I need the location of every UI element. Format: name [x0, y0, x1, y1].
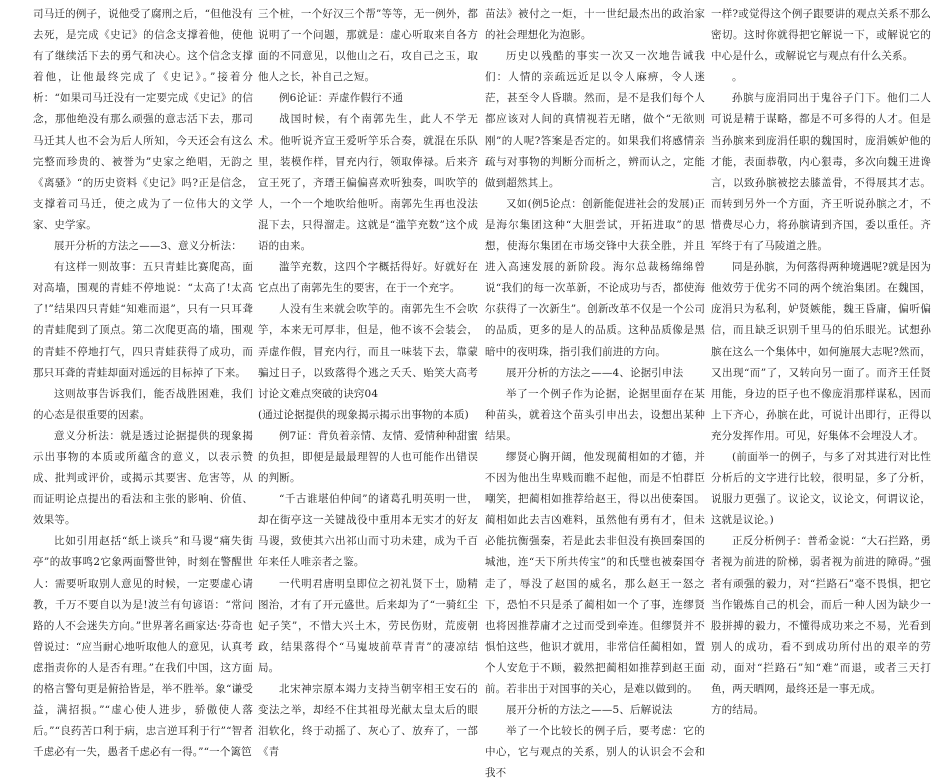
section-heading: 展开分析的方法之——4、论据引申法 — [506, 366, 684, 379]
paragraph: 战国时候，有个南郭先生，此人不学无术。他听说齐宣王爱听竽乐合奏，就混在乐队里，装模作样，冒充内行，领取俸禄。后来齐宣王死了，齐瑨王偏偏喜欢听独奏，叫吹竽的人，一个一个地吹给他听。南郭先生再也没法混下去，只得溜走。这就是“滥竽充数”这个成语的由来。 — [258, 113, 478, 253]
paragraph: 例7证：背负着亲情、友情、爱情种种甜蜜的负担，即便是最最理智的人也可能作出错误的判断。 — [258, 429, 478, 485]
section-heading: 展开分析的方法之——3、意义分析法： — [54, 240, 242, 253]
paragraph: “千古谁堪伯仲间”的诸葛孔明英明一世，却在街亭这一关键战役中重用本无实才的好友马谡，致使其六出祁山而寸功未建，成为千百年来任人唯亲者之鉴。 — [258, 493, 478, 569]
paragraph: (前面举一的例子，与多了对其进行对比性分析后的文字进行比较，很明显，多了分析，说服力更强了。议论文，议论文，何谓议论，这就是议论。) — [711, 450, 931, 527]
paragraph: 有这样一则故事：五只青蛙比赛爬高，面对高墙，围观的青蛙不停地说：“太高了!太高了!”结果四只青蛙“知难而退”，只有一只耳聋的青蛙爬到了顶点。第二次爬更高的墙，围观的青蛙不停地打气，四只青蛙获得了成功，而那只耳聋的青蛙却面对遥远的目标掉了下来。 — [33, 261, 253, 379]
paragraph: 又如(例5论点：创新能促进社会的发展)正是海尔集团这种“大胆尝试，开拓进取”的思想，使海尔集团在市场交锋中大获全胜，并且进入高速发展的新阶段。海尔总裁杨绵绵曾说“我们的每一次革新，不论成功与否，都使海尔获得了一次新生”。创新改革不仅是一个公司的品质，更多的是人的品质。这种品质像是黑暗中的夜明珠，指引我们前进的方向。 — [485, 197, 705, 358]
paragraph: 意义分析法：就是透过论据提供的现象揭示出事物的本质或所蕴含的意义，以表示赞成、批判或评价，或揭示其要害、危害等，从而证明论点提出的看法和主张的影响、价值、效果等。 — [33, 429, 253, 527]
paragraph: 。 — [732, 71, 743, 84]
paragraph: 一代明君唐明皇即位之初礼贤下士，励精图治，才有了开元盛世。后来却为了“一骑红尘妃子笑”，不惜大兴土木，劳民伤财，荒废朝政，结果落得个“马嵬坡前草青青”的凄凉结局。 — [258, 577, 478, 674]
paragraph: 同是孙膑，为何落得两种境遇呢?就是因为他效劳于优劣不同的两个统治集团。在魏国，庞涓只为私利，妒贤嫉能，魏王昏庸，偏听偏信，而且缺乏识别千里马的伯乐眼光。试想孙膑在这么一个集体中，如何施展大志呢?然而，又出现“而”了，又转向另一面了。而齐王任贤用能，身边的臣子也不像庞涓那样谋私，因而上下齐心，孙膑在此，可说计出即行，正得以充分发挥作用。可见，好集体不会埋没人才。 — [711, 261, 931, 442]
paragraph: 正反分析例子：普希金说：“大石拦路，勇者视为前进的阶梯，弱者视为前进的障碍。”强者有顽强的毅力，对“拦路石”毫不畏惧，把它当作锻炼自己的机会，而后一种人因为缺少一股拼搏的毅力，不懂得成功来之不易，光看到别人的成功，看不到成功所付出的艰辛的劳动，面对“拦路石”知“难”而退，或者三天打鱼，两天晒网，最终还是一事无成。 — [711, 535, 931, 695]
paragraph: 举了一个例子作为论据，论据里面存在某种苗头，就着这个苗头引申出去，设想出某种结果。 — [485, 387, 705, 442]
text-column-2 — [258, 4, 478, 759]
paragraph: 苗法》被付之一炬，十一世纪最杰出的政治家的社会理想化为泡影。 — [485, 8, 705, 42]
paragraph: 人没有生来就会吹竽的。南郭先生不会吹竽，本来无可厚非，但是，他不该不会装会，弄虚作假，冒充内行，而且一味装下去，靠蒙骗过日子，以致落得个逃之夭夭、贻笑大高考讨论文难点突破的诀窍04 — [258, 303, 478, 400]
paragraph: 司马迁的例子，说他受了腐刑之后，“但他没有去死，是完成《史记》的信念支撑着他，使他有了继续活下去的勇气和决心。这个信念支撑着他，让他最终完成了《史记》。”接着分析：“如果司马迁没有一定要完成《史记》的信念，那他绝没有那么顽强的意志活下去，那司马迁其人也不会为后人所知，今天还会有这么完整而珍贵的、被誉为”史家之绝唱，无韵之《离骚》“的历史资料《史记》吗?正是信念，支撑着司马迁，使之成为了一位伟大的文学家、史学家。 — [33, 8, 253, 231]
paragraph: 历史以残酷的事实一次又一次地告诫我们：人情的亲疏远近足以令人麻痹，令人迷茫，甚至令人昏聩。然而，是不是我们每个人都应该对人间的真情视若无睹，做个“无欲则刚”的人呢?答案是否定的。如果我们将感情亲疏与对事物的判断分而析之，辨而认之，定能做到超然其上。 — [485, 50, 705, 189]
paragraph: 方的结局。 — [711, 704, 765, 717]
paragraph: 比如引用赵括“纸上谈兵”和马谡“痛失街亭”的故事鸣2它象两面警世钟，时刻在警醒世人：需要听取别人意见的时候，一定要虚心请教，千万不要自以为是!波兰有句谚语：“常问路的人不会迷失方向。”世界著名画家达·芬奇也曾说过：“应当耐心地听取他人的意见，认真考虑指责你的人是否有理。”在我们中国，这方面的格言警句更是俯拾皆是，举不胜举。象“谦受益，满招损。”“虚心使人进步，骄傲使人落后。”“良药苦口利于病，忠言逆耳利于行”“智者千虑必有一失，愚者千虑必有一得。”“一个篱笆 — [33, 535, 253, 759]
paragraph: 一样?或觉得这个例子跟要讲的观点关系不那么密切。这时你就得把它解说一下，或解说它的中心是什么，或解说它与观点有什么关系。 — [711, 8, 931, 63]
paragraph: 这则故事告诉我们，能否战胜困难，我们的心态是很重要的因素。 — [33, 387, 253, 421]
paragraph: 孙膑与庞涓同出于鬼谷子门下。他们二人可说是精于谋略，都是不可多得的人才。但是当孙膑来到庞涓任职的魏国时，庞涓嫉妒他的才能，表面恭敬，内心狠毒，多次向魏王进谗言，以致孙膑被挖去膝盖骨，不得展其才志。而转到另外一个方面，齐王听说孙膑之才，不惜费尽心力，将孙膑请到齐国，委以重任。齐军终于有了马陵道之胜。 — [711, 92, 931, 253]
text-column-3 — [485, 4, 705, 780]
example-heading: 例6论证：弄虚作假行不通 — [279, 92, 403, 105]
paragraph: (通过论据提供的现象揭示揭示出事物的本质) — [258, 408, 469, 421]
paragraph: 北宋神宗原本竭力支持当朝宰相王安石的变法之举，却经不住其祖母光献太皇太后的眼泪软化，终于动摇了、灰心了、放弃了，一部《青 — [258, 683, 478, 759]
paragraph: 缪贤心胸开阔，他发现蔺相如的才德，并不因为他出生卑贱而瞧不起他，而是不怕群臣嘲笑，把蔺相如推荐给赵王，得以出使秦国。蔺相如此去吉凶难料，虽然他有勇有才，但未必能抗衡强秦，若是此去非但没有换回秦国的城池，连“天下所共传宝”的和氏璧也被秦国夺走了，辱没了赵国的威名，那么赵王一怒之下，恐怕不只是杀了蔺相如一个了事，连缪贤也将因推荐庸才之过而受到牵连。但缪贤并不惧怕这些，他识才就用，非常信任蔺相如，置个人安危于不顾，毅然把蔺相如推荐到赵王面前。若非出于对国事的关心，是难以做到的。 — [485, 450, 705, 695]
paragraph: 三个桩，一个好汉三个帮”等等，无一例外，都说明了一个问题，那就是：虚心听取来自各方面的不同意见，以他山之石，攻自己之玉，取他人之长，补自己之短。 — [258, 8, 478, 84]
text-column-1 — [33, 4, 253, 759]
text-column-4 — [711, 4, 931, 717]
paragraph: 滥竽充数，这四个字概括得好。好就好在它点出了南郭先生的要害，在于一个充字。 — [258, 261, 478, 295]
section-heading: 展开分析的方法之——5、后解说法 — [506, 704, 673, 717]
paragraph: 举了一个比较长的例子后，要考虑：它的中心，它与观点的关系，别人的认识会不会和我不 — [485, 725, 705, 780]
